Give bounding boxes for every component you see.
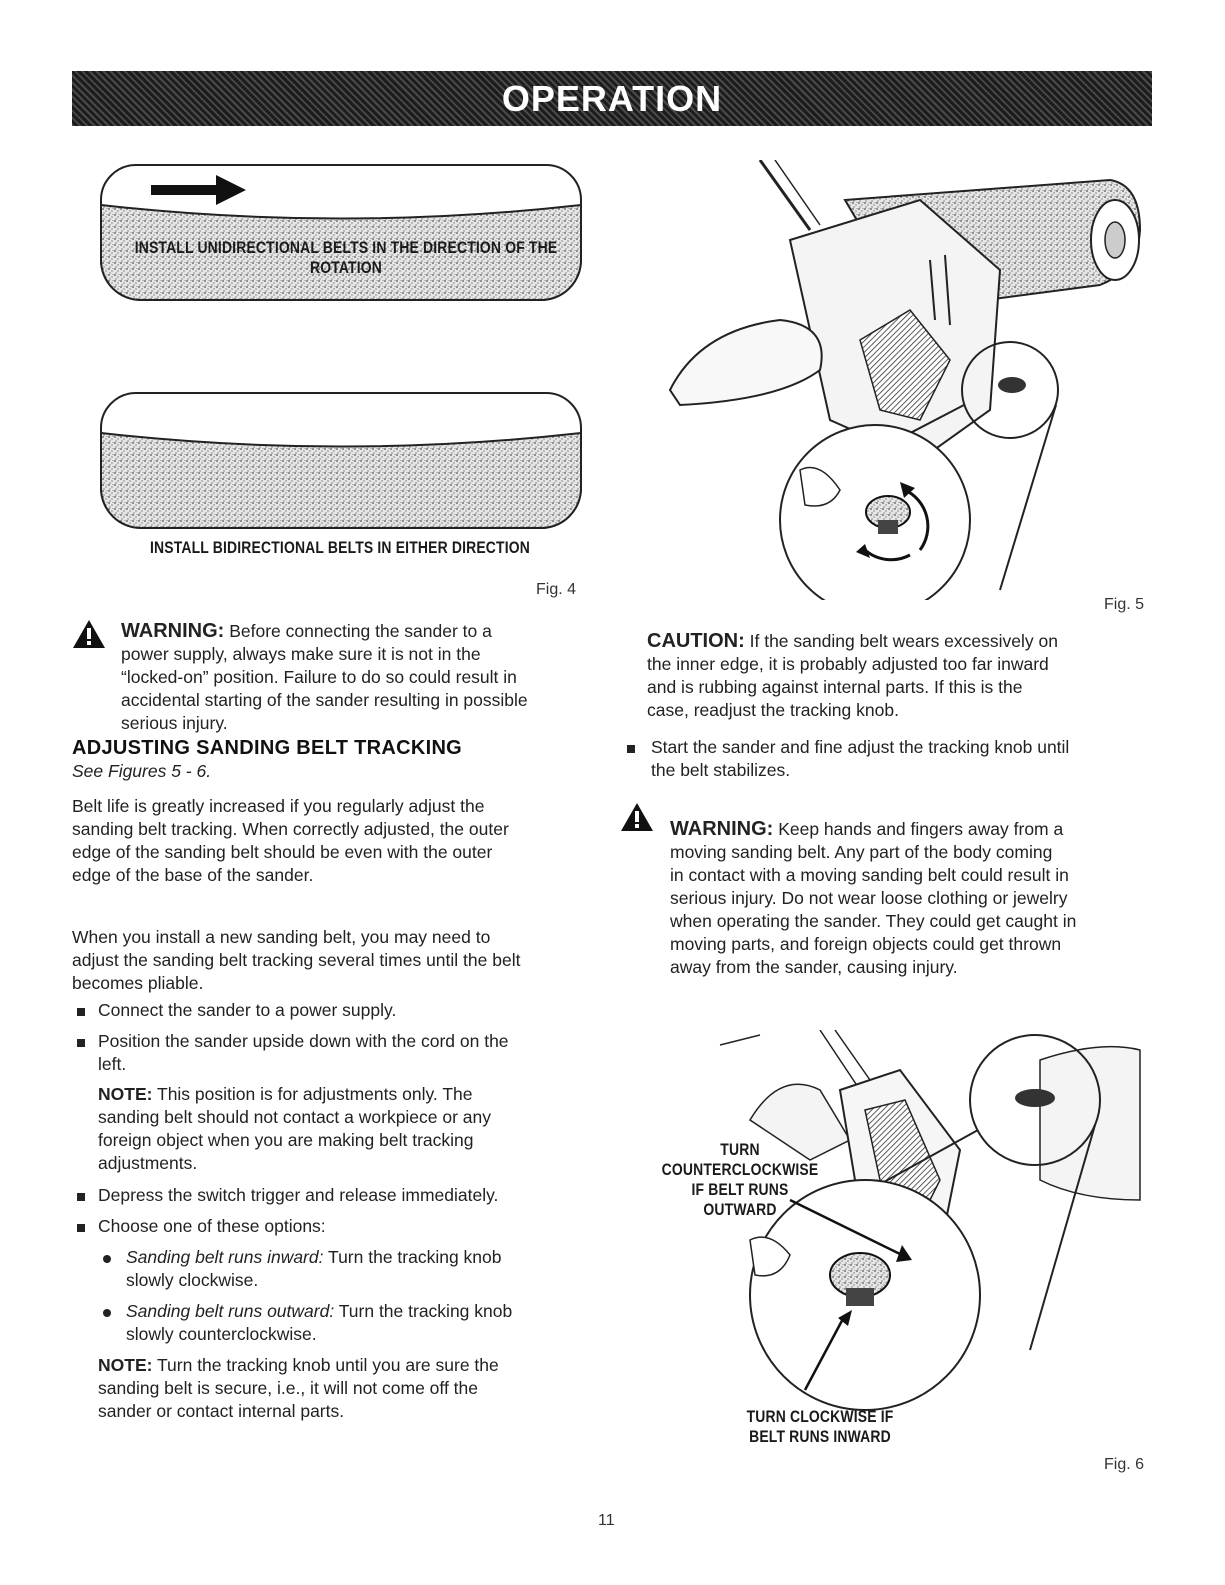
figure4-label: Fig. 4: [536, 581, 577, 598]
page-number: 11: [598, 1512, 615, 1529]
callout-turn-clockwise: [722, 1407, 919, 1447]
callout-turn-counterclockwise: [642, 1140, 839, 1220]
section-heading: ADJUSTING SANDING BELT TRACKING: [72, 737, 463, 759]
warning-text: Before connecting the sander to a: [224, 621, 492, 641]
warning-text: serious injury. Do not wear loose clothing or jewelry: [670, 888, 1068, 908]
caution-label: CAUTION:: [647, 630, 745, 652]
bullet-marker: [77, 1039, 85, 1047]
text-line: edge of the sanding belt should be even with the outer: [72, 842, 493, 862]
callout-line: TURN CLOCKWISE IF: [746, 1407, 894, 1426]
note-text: sanding belt should not contact a workpiece or any: [98, 1107, 492, 1127]
text-line: becomes pliable.: [72, 973, 204, 993]
callout-line: TURN: [720, 1140, 760, 1159]
step-position-sander: [98, 1030, 598, 1076]
caption-line: ROTATION: [309, 258, 383, 277]
warning-text: away from the sander, causing injury.: [670, 957, 958, 977]
caution-text: and is rubbing against internal parts. If this is the: [647, 677, 1023, 697]
step-depress-trigger: Depress the switch trigger and release immediately.: [98, 1185, 499, 1205]
text-line: When you install a new sanding belt, you may need to: [72, 927, 491, 947]
caution-text: case, readjust the tracking knob.: [647, 700, 899, 720]
text-line: Position the sander upside down with the cord on the: [98, 1031, 509, 1051]
option-belt-inward: [126, 1246, 596, 1292]
warning-text: “locked-on” position. Failure to do so could result in: [121, 667, 517, 687]
warning-text: Keep hands and fingers away from a: [773, 819, 1064, 839]
text-line: left.: [98, 1054, 127, 1074]
caution-text: the inner edge, it is probably adjusted too far inward: [647, 654, 1049, 674]
option-text: Turn the tracking knob: [323, 1247, 502, 1267]
sander-tracking-knob-illustration: [660, 160, 1150, 600]
warning-moving-belt: [670, 818, 1150, 979]
unidirectional-belt-illustration: [96, 160, 586, 310]
callout-line: BELT RUNS INWARD: [749, 1427, 891, 1446]
paragraph-new-belt: [72, 926, 602, 995]
text-line: Start the sander and fine adjust the tracking knob until: [651, 737, 1070, 757]
step-choose-option: Choose one of these options:: [98, 1216, 326, 1236]
option-label: Sanding belt runs outward:: [126, 1301, 335, 1321]
warning-text: in contact with a moving sanding belt could result in: [670, 865, 1069, 885]
bullet-marker: [77, 1224, 85, 1232]
warning-text: accidental starting of the sander resulting in possible: [121, 690, 528, 710]
text-line: sanding belt tracking. When correctly adjusted, the outer: [72, 819, 509, 839]
page-title: OPERATION: [501, 77, 723, 119]
warning-label: WARNING:: [670, 818, 774, 840]
option-text: slowly counterclockwise.: [126, 1324, 317, 1344]
warning-icon: [620, 802, 654, 832]
step-fine-adjust: [651, 736, 1151, 782]
note-text: sanding belt is secure, i.e., it will not come off the: [98, 1378, 479, 1398]
sub-bullet-marker: [103, 1255, 111, 1263]
warning-icon: [72, 619, 106, 649]
text-line: edge of the base of the sander.: [72, 865, 314, 885]
text-line: adjust the sanding belt tracking several times until the belt: [72, 950, 521, 970]
note-adjustment-position: [98, 1083, 598, 1175]
note-text: This position is for adjustments only. The: [152, 1084, 473, 1104]
warning-text: power supply, always make sure it is not in the: [121, 644, 481, 664]
text-line: the belt stabilizes.: [651, 760, 791, 780]
figure5-label: Fig. 5: [1104, 596, 1145, 613]
figure6-label: Fig. 6: [1104, 1456, 1145, 1473]
see-figures-reference: See Figures 5 - 6.: [72, 761, 212, 781]
warning-label: WARNING:: [121, 620, 225, 642]
callout-line: COUNTERCLOCKWISE: [661, 1160, 819, 1179]
bullet-marker: [77, 1193, 85, 1201]
note-text: foreign object when you are making belt tracking: [98, 1130, 474, 1150]
text-line: Belt life is greatly increased if you regularly adjust the: [72, 796, 485, 816]
caution-text: If the sanding belt wears excessively on: [744, 631, 1058, 651]
note-knob-secure: [98, 1354, 598, 1423]
bullet-marker: [627, 745, 635, 753]
warning-text: moving sanding belt. Any part of the body coming: [670, 842, 1053, 862]
warning-text: when operating the sander. They could get caught in: [670, 911, 1077, 931]
option-text: slowly clockwise.: [126, 1270, 259, 1290]
tracking-knob-direction-illustration: [640, 1030, 1150, 1430]
step-connect-power: Connect the sander to a power supply.: [98, 1000, 397, 1020]
warning-before-connecting: [121, 620, 601, 735]
bullet-marker: [77, 1008, 85, 1016]
option-text: Turn the tracking knob: [334, 1301, 513, 1321]
paragraph-belt-life: [72, 795, 602, 887]
section-banner: [72, 71, 1152, 126]
note-text: adjustments.: [98, 1153, 198, 1173]
note-text: Turn the tracking knob until you are sure the: [152, 1355, 499, 1375]
note-text: sander or contact internal parts.: [98, 1401, 345, 1421]
warning-text: moving parts, and foreign objects could get thrown: [670, 934, 1062, 954]
note-label: NOTE:: [98, 1355, 153, 1375]
caption-line: INSTALL BIDIRECTIONAL BELTS IN EITHER DIRECTION: [150, 538, 530, 557]
note-label: NOTE:: [98, 1084, 153, 1104]
option-label: Sanding belt runs inward:: [126, 1247, 324, 1267]
caption-line: INSTALL UNIDIRECTIONAL BELTS IN THE DIRECTION OF THE: [134, 238, 558, 257]
warning-text: serious injury.: [121, 713, 228, 733]
option-belt-outward: [126, 1300, 596, 1346]
caution-inner-edge: [647, 630, 1147, 722]
sub-bullet-marker: [103, 1309, 111, 1317]
bidirectional-belt-illustration: [96, 388, 586, 538]
callout-line: OUTWARD: [703, 1200, 777, 1219]
callout-line: IF BELT RUNS: [691, 1180, 789, 1199]
figure4-caption-unidirectional: [100, 238, 592, 278]
figure4-caption-bidirectional: [94, 538, 586, 558]
